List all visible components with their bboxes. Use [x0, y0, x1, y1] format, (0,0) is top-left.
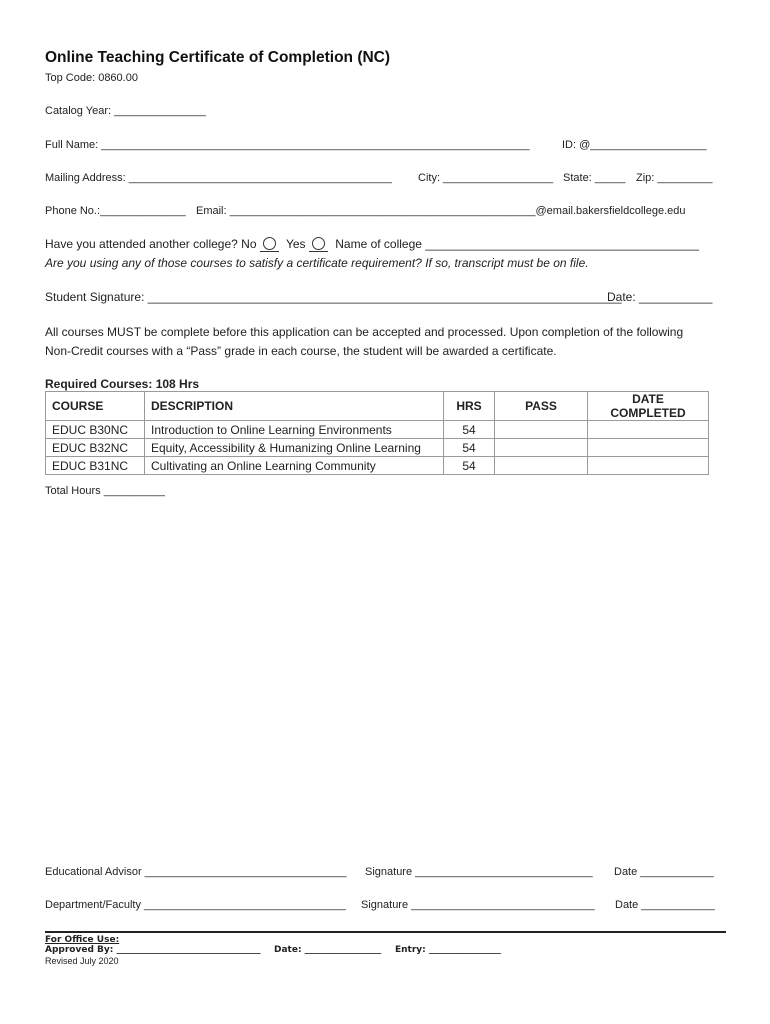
city-field[interactable]: City: __________________	[418, 172, 554, 184]
certificate-question: Are you using any of those courses to satisfy a certificate requirement? If so, transcript must be on file.	[45, 256, 589, 270]
department-signature-field[interactable]: Signature ______________________________	[361, 899, 595, 911]
date-completed-cell[interactable]	[588, 457, 709, 475]
zip-field[interactable]: Zip: _________	[636, 172, 713, 184]
no-radio[interactable]	[260, 237, 279, 252]
notice-line-1: All courses MUST be complete before this application can be accepted and processed. Upon completion of the following	[45, 325, 684, 339]
advisor-signature-field[interactable]: Signature _____________________________	[365, 866, 593, 878]
hrs-cell: 54	[444, 421, 495, 439]
top-code: Top Code: 0860.00	[45, 72, 138, 84]
office-date-field[interactable]: Date: _________________	[274, 945, 382, 955]
id-field[interactable]: ID: @___________________	[562, 139, 707, 151]
description-cell: Cultivating an Online Learning Community	[145, 457, 444, 475]
hrs-cell: 54	[444, 457, 495, 475]
courses-table	[45, 391, 709, 475]
office-divider	[45, 931, 726, 933]
required-courses-heading: Required Courses: 108 Hrs	[45, 377, 200, 391]
pass-cell[interactable]	[495, 421, 588, 439]
full-name-field[interactable]: Full Name: ______________________________________________________________________	[45, 139, 530, 151]
table-header-row	[46, 392, 709, 421]
college-question-text: Have you attended another college?	[45, 237, 238, 251]
notice-line-2: Non-Credit courses with a “Pass” grade in each course, the student will be awarded a certificate.	[45, 344, 557, 358]
course-cell: EDUC B30NC	[46, 421, 145, 439]
date-completed-cell[interactable]	[588, 421, 709, 439]
pass-cell[interactable]	[495, 457, 588, 475]
student-date-field[interactable]: Date: ___________	[607, 290, 713, 304]
page-title: Online Teaching Certificate of Completion (NC)	[45, 49, 391, 66]
revised-date: Revised July 2020	[45, 956, 119, 966]
office-use-heading: For Office Use:	[45, 935, 120, 945]
yes-radio[interactable]	[309, 237, 328, 252]
description-cell: Equity, Accessibility & Humanizing Online Learning	[145, 439, 444, 457]
total-hours-field[interactable]: Total Hours __________	[45, 485, 165, 497]
mailing-address-field[interactable]: Mailing Address: ___________________________________________	[45, 172, 392, 184]
department-field[interactable]: Department/Faculty _________________________________	[45, 899, 346, 911]
table-row	[46, 457, 709, 475]
radio-circle-icon	[312, 237, 325, 250]
catalog-year-field[interactable]: Catalog Year: _______________	[45, 105, 206, 117]
entry-field[interactable]: Entry: ________________	[395, 945, 501, 955]
description-cell: Introduction to Online Learning Environments	[145, 421, 444, 439]
college-name-field[interactable]: Name of college _________________________________________	[335, 237, 699, 251]
course-cell: EDUC B32NC	[46, 439, 145, 457]
header-date-completed: DATE COMPLETED	[588, 392, 709, 421]
college-question	[45, 237, 699, 252]
header-course: COURSE	[46, 392, 145, 421]
table-row	[46, 421, 709, 439]
pass-cell[interactable]	[495, 439, 588, 457]
approved-by-field[interactable]: Approved By: ________________________________	[45, 945, 261, 955]
phone-field[interactable]: Phone No.:______________	[45, 205, 186, 217]
table-row	[46, 439, 709, 457]
header-description: DESCRIPTION	[145, 392, 444, 421]
email-field[interactable]: Email: __________________________________________________@email.bakersfieldcollege.edu	[196, 205, 686, 217]
yes-label: Yes	[285, 237, 306, 251]
header-pass: PASS	[495, 392, 588, 421]
student-signature-field[interactable]: Student Signature: _______________________________________________________________________	[45, 290, 622, 304]
state-field[interactable]: State: _____	[563, 172, 626, 184]
radio-circle-icon	[263, 237, 276, 250]
hrs-cell: 54	[444, 439, 495, 457]
department-date-field[interactable]: Date ____________	[615, 899, 715, 911]
advisor-field[interactable]: Educational Advisor _________________________________	[45, 866, 347, 878]
date-completed-cell[interactable]	[588, 439, 709, 457]
header-hrs: HRS	[444, 392, 495, 421]
advisor-date-field[interactable]: Date ____________	[614, 866, 714, 878]
course-cell: EDUC B31NC	[46, 457, 145, 475]
no-label: No	[241, 237, 257, 251]
